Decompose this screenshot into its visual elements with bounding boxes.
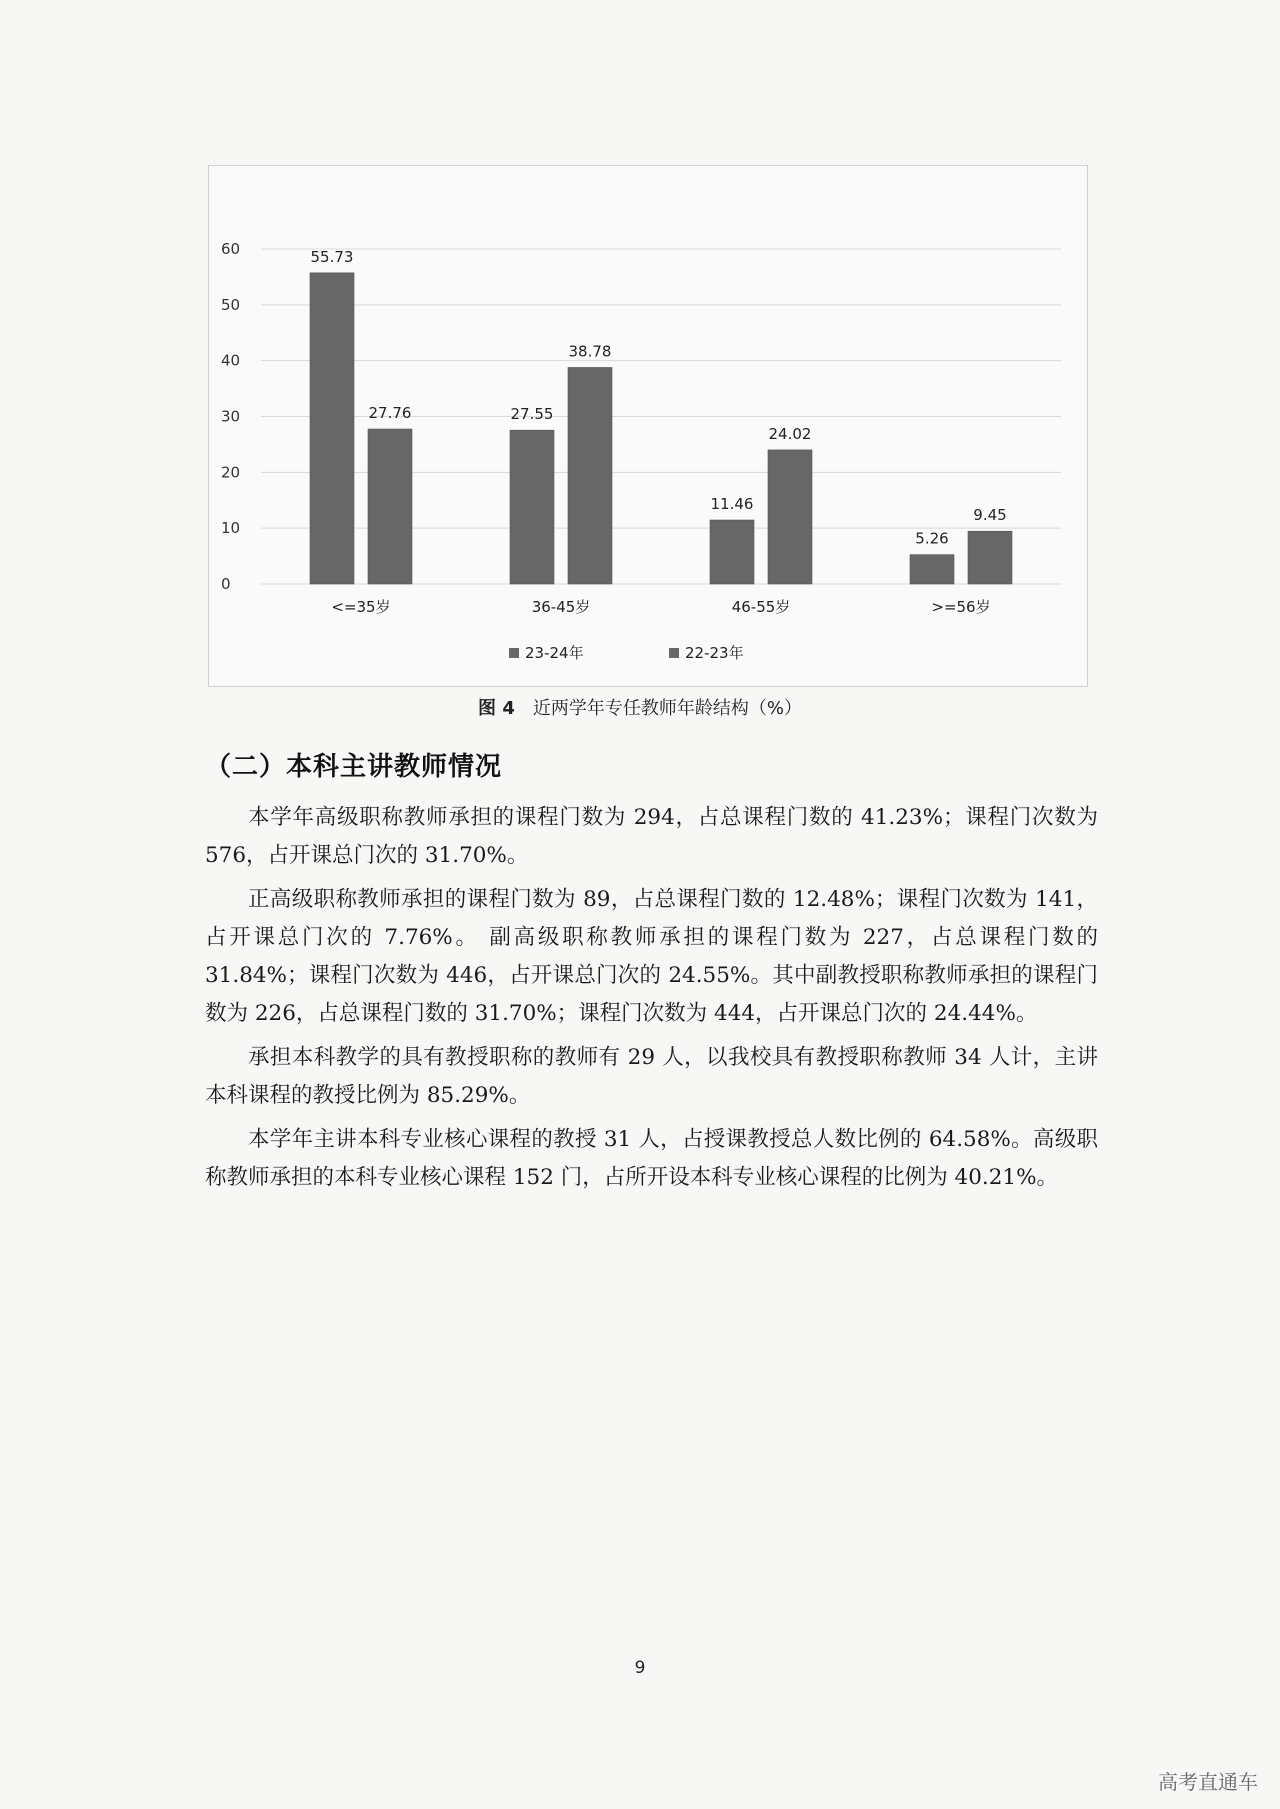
bar-chart — [208, 165, 1088, 687]
legend-label: 22-23年 — [685, 644, 744, 662]
data-label: 9.45 — [973, 506, 1007, 525]
bar — [710, 520, 754, 584]
watermark: 高考直通车 — [1158, 1770, 1258, 1794]
bar — [768, 450, 812, 584]
body-text — [205, 799, 1098, 1203]
data-label: 5.26 — [915, 529, 949, 548]
y-tick-label: 10 — [221, 519, 241, 538]
y-tick-label: 30 — [221, 407, 241, 426]
figure-caption — [0, 694, 1280, 720]
y-tick-label: 50 — [221, 295, 241, 314]
legend-label: 23-24年 — [525, 644, 584, 662]
x-tick-label: <=35岁 — [331, 598, 391, 616]
y-tick-label: 0 — [221, 575, 231, 593]
legend-swatch — [669, 648, 679, 658]
bar — [510, 430, 554, 584]
x-tick-label: >=56岁 — [931, 598, 991, 616]
bar — [310, 273, 354, 584]
y-tick-label: 40 — [221, 351, 241, 370]
y-tick-label: 60 — [221, 240, 241, 258]
paragraph-1: 本学年高级职称教师承担的课程门数为 294，占总课程门数的 41.23%；课程门次数为 576，占开课总门次的 31.70%。 — [205, 805, 1098, 868]
paragraph-2: 正高级职称教师承担的课程门数为 89，占总课程门数的 12.48%；课程门次数为 141，占开课总门次的 7.76%。 副高级职称教师承担的课程门数为 227，占总课程门数的 31.84%；课程门次数为 446，占开课总门次的 24.55%。其中副教授职称教师承担的课程门数为 226，占总课程门数的 31.70%；课程门次数为 444，占开课总门次的 24.44%。 — [205, 887, 1098, 1026]
data-label: 11.46 — [710, 495, 754, 514]
x-tick-label: 36-45岁 — [531, 598, 591, 616]
data-label: 38.78 — [568, 342, 612, 361]
figure-number: 图 4 — [478, 698, 515, 719]
bar — [968, 531, 1012, 584]
bar — [368, 429, 412, 584]
data-label: 24.02 — [768, 424, 812, 443]
paragraph-4: 本学年主讲本科专业核心课程的教授 31 人，占授课教授总人数比例的 64.58%。高级职称教师承担的本科专业核心课程 152 门，占所开设本科专业核心课程的比例为 40.21%。 — [205, 1127, 1098, 1190]
data-label: 27.76 — [368, 404, 412, 423]
section-heading: （二）本科主讲教师情况 — [205, 752, 503, 782]
y-tick-label: 20 — [221, 463, 241, 482]
data-label: 27.55 — [510, 405, 554, 424]
bar — [568, 367, 612, 584]
x-tick-label: 46-55岁 — [731, 598, 791, 616]
page-number: 9 — [634, 1658, 646, 1678]
legend-swatch — [509, 648, 519, 658]
data-label: 55.73 — [310, 247, 354, 266]
bar — [910, 555, 954, 584]
figure-title: 近两学年专任教师年龄结构（%） — [532, 698, 802, 719]
paragraph-3: 承担本科教学的具有教授职称的教师有 29 人，以我校具有教授职称教师 34 人计，主讲本科课程的教授比例为 85.29%。 — [205, 1045, 1098, 1108]
chart-svg — [209, 166, 1087, 686]
